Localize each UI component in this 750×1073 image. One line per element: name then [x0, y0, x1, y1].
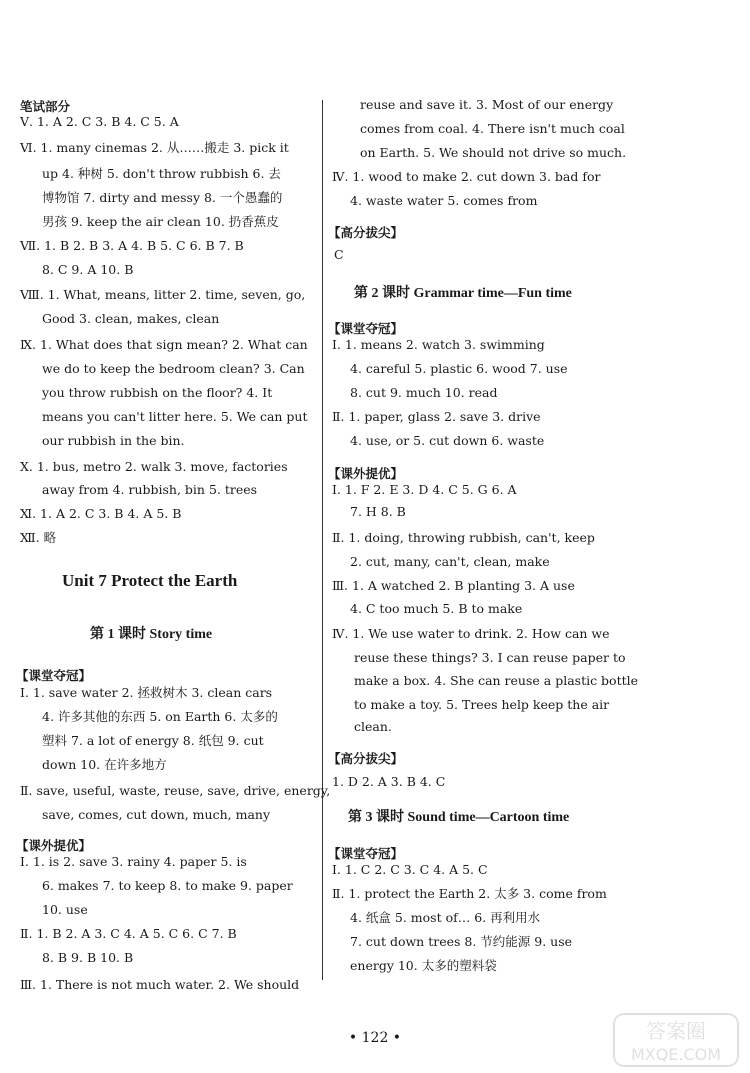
section-heading-top-1: 【高分拔尖】	[328, 225, 404, 240]
answer-line: reuse and save it. 3. Most of our energy	[360, 97, 614, 112]
answer-line: 10. use	[42, 902, 88, 917]
answer-line: 4. waste water 5. comes from	[350, 193, 538, 208]
answer-line: Ⅵ. 1. many cinemas 2. 从……搬走 3. pick it	[20, 140, 289, 155]
column-divider	[322, 100, 323, 980]
unit-title: Unit 7 Protect the Earth	[62, 571, 238, 590]
answer-line: Ⅱ. 1. doing, throwing rubbish, can't, keep	[332, 530, 595, 545]
answer-line: 2. cut, many, can't, clean, make	[350, 554, 550, 569]
watermark-logo	[612, 1010, 740, 1070]
answer-line: Ⅱ. 1. protect the Earth 2. 太多 3. come from	[332, 886, 607, 901]
answer-line: Ⅶ. 1. B 2. B 3. A 4. B 5. C 6. B 7. B	[20, 238, 244, 253]
section-heading-class-3: 【课堂夺冠】	[328, 846, 404, 861]
section-heading-extra-2: 【课外提优】	[328, 466, 404, 481]
lesson-title-3: 第 3 课时 Sound time—Cartoon time	[348, 810, 570, 825]
section-heading-written: 笔试部分	[20, 99, 71, 114]
answer-line: to make a toy. 5. Trees help keep the air	[354, 697, 610, 712]
section-heading-class-2: 【课堂夺冠】	[328, 321, 404, 336]
answer-line: 4. C too much 5. B to make	[350, 601, 523, 616]
answer-line: Ⅻ. 略	[20, 530, 57, 545]
answer-line: Ⅰ. 1. C 2. C 3. C 4. A 5. C	[332, 862, 488, 877]
answer-line: 4. 许多其他的东西 5. on Earth 6. 太多的	[42, 709, 278, 724]
answer-line: Ⅸ. 1. What does that sign mean? 2. What can	[20, 337, 308, 352]
svg-text:MXQE.COM: MXQE.COM	[630, 1045, 722, 1064]
answer-line: our rubbish in the bin.	[42, 433, 185, 448]
answer-line: we do to keep the bedroom clean? 3. Can	[42, 361, 305, 376]
answer-line: away from 4. rubbish, bin 5. trees	[42, 482, 258, 497]
answer-line: you throw rubbish on the floor? 4. It	[42, 385, 273, 400]
page-number: • 122 •	[348, 1030, 402, 1046]
answer-line: means you can't litter here. 5. We can put	[42, 409, 308, 424]
answer-line: 8. cut 9. much 10. read	[350, 385, 498, 400]
answer-line: Ⅳ. 1. We use water to drink. 2. How can we	[332, 626, 610, 641]
answer-line: Ⅷ. 1. What, means, litter 2. time, seven, go,	[20, 287, 306, 302]
answer-line: Ⅱ. 1. B 2. A 3. C 4. A 5. C 6. C 7. B	[20, 926, 237, 941]
answer-c: C	[334, 247, 344, 262]
answer-line: save, comes, cut down, much, many	[42, 807, 271, 822]
section-heading-top-2: 【高分拔尖】	[328, 751, 404, 766]
answer-line: Ⅹ. 1. bus, metro 2. walk 3. move, factories	[20, 459, 288, 474]
answer-line: clean.	[354, 719, 392, 734]
answer-line: 4. 纸盒 5. most of… 6. 再利用水	[350, 910, 541, 925]
answer-line: 7. H 8. B	[350, 504, 406, 519]
answer-line: comes from coal. 4. There isn't much coal	[360, 121, 625, 136]
answer-line: on Earth. 5. We should not drive so much.	[360, 145, 627, 160]
answer-line: Ⅱ. save, useful, waste, reuse, save, drive, energy,	[20, 783, 331, 798]
lesson-title-1: 第 1 课时 Story time	[90, 627, 213, 642]
answer-line: make a box. 4. She can reuse a plastic bottle	[354, 673, 639, 688]
section-heading-class-1: 【课堂夺冠】	[16, 668, 92, 683]
answer-line: Ⅴ. 1. A 2. C 3. B 4. C 5. A	[20, 114, 179, 129]
answer-line: Ⅲ. 1. A watched 2. B planting 3. A use	[332, 578, 575, 593]
answer-line: Ⅱ. 1. paper, glass 2. save 3. drive	[332, 409, 541, 424]
answer-line: 塑料 7. a lot of energy 8. 纸包 9. cut	[42, 733, 264, 748]
answer-line: 博物馆 7. dirty and messy 8. 一个愚蠢的	[42, 190, 283, 205]
answer-line: 6. makes 7. to keep 8. to make 9. paper	[42, 878, 293, 893]
answer-line: Ⅳ. 1. wood to make 2. cut down 3. bad for	[332, 169, 601, 184]
answer-line: Ⅰ. 1. means 2. watch 3. swimming	[332, 337, 545, 352]
answer-line: 8. C 9. A 10. B	[42, 262, 134, 277]
answer-line: 男孩 9. keep the air clean 10. 扔香蕉皮	[42, 214, 279, 229]
answer-line: reuse these things? 3. I can reuse paper to	[354, 650, 626, 665]
answer-line: Ⅺ. 1. A 2. C 3. B 4. A 5. B	[20, 506, 182, 521]
answer-line: up 4. 种树 5. don't throw rubbish 6. 去	[42, 166, 281, 181]
answer-line: Good 3. clean, makes, clean	[42, 311, 220, 326]
lesson-title-2: 第 2 课时 Grammar time—Fun time	[354, 286, 572, 301]
answer-line: 1. D 2. A 3. B 4. C	[332, 774, 446, 789]
svg-text:答案圈: 答案圈	[646, 1019, 706, 1043]
answer-line: 4. careful 5. plastic 6. wood 7. use	[350, 361, 568, 376]
answer-line: 4. use, or 5. cut down 6. waste	[350, 433, 545, 448]
answer-line: Ⅰ. 1. is 2. save 3. rainy 4. paper 5. is	[20, 854, 247, 869]
answer-line: 7. cut down trees 8. 节约能源 9. use	[350, 934, 573, 949]
answer-line: Ⅲ. 1. There is not much water. 2. We should	[20, 977, 300, 992]
answer-line: energy 10. 太多的塑料袋	[350, 958, 497, 973]
answer-line: Ⅰ. 1. F 2. E 3. D 4. C 5. G 6. A	[332, 482, 517, 497]
answer-line: Ⅰ. 1. save water 2. 拯救树木 3. clean cars	[20, 685, 273, 700]
section-heading-extra-1: 【课外提优】	[16, 838, 92, 853]
answer-line: 8. B 9. B 10. B	[42, 950, 134, 965]
answer-line: down 10. 在许多地方	[42, 757, 167, 772]
